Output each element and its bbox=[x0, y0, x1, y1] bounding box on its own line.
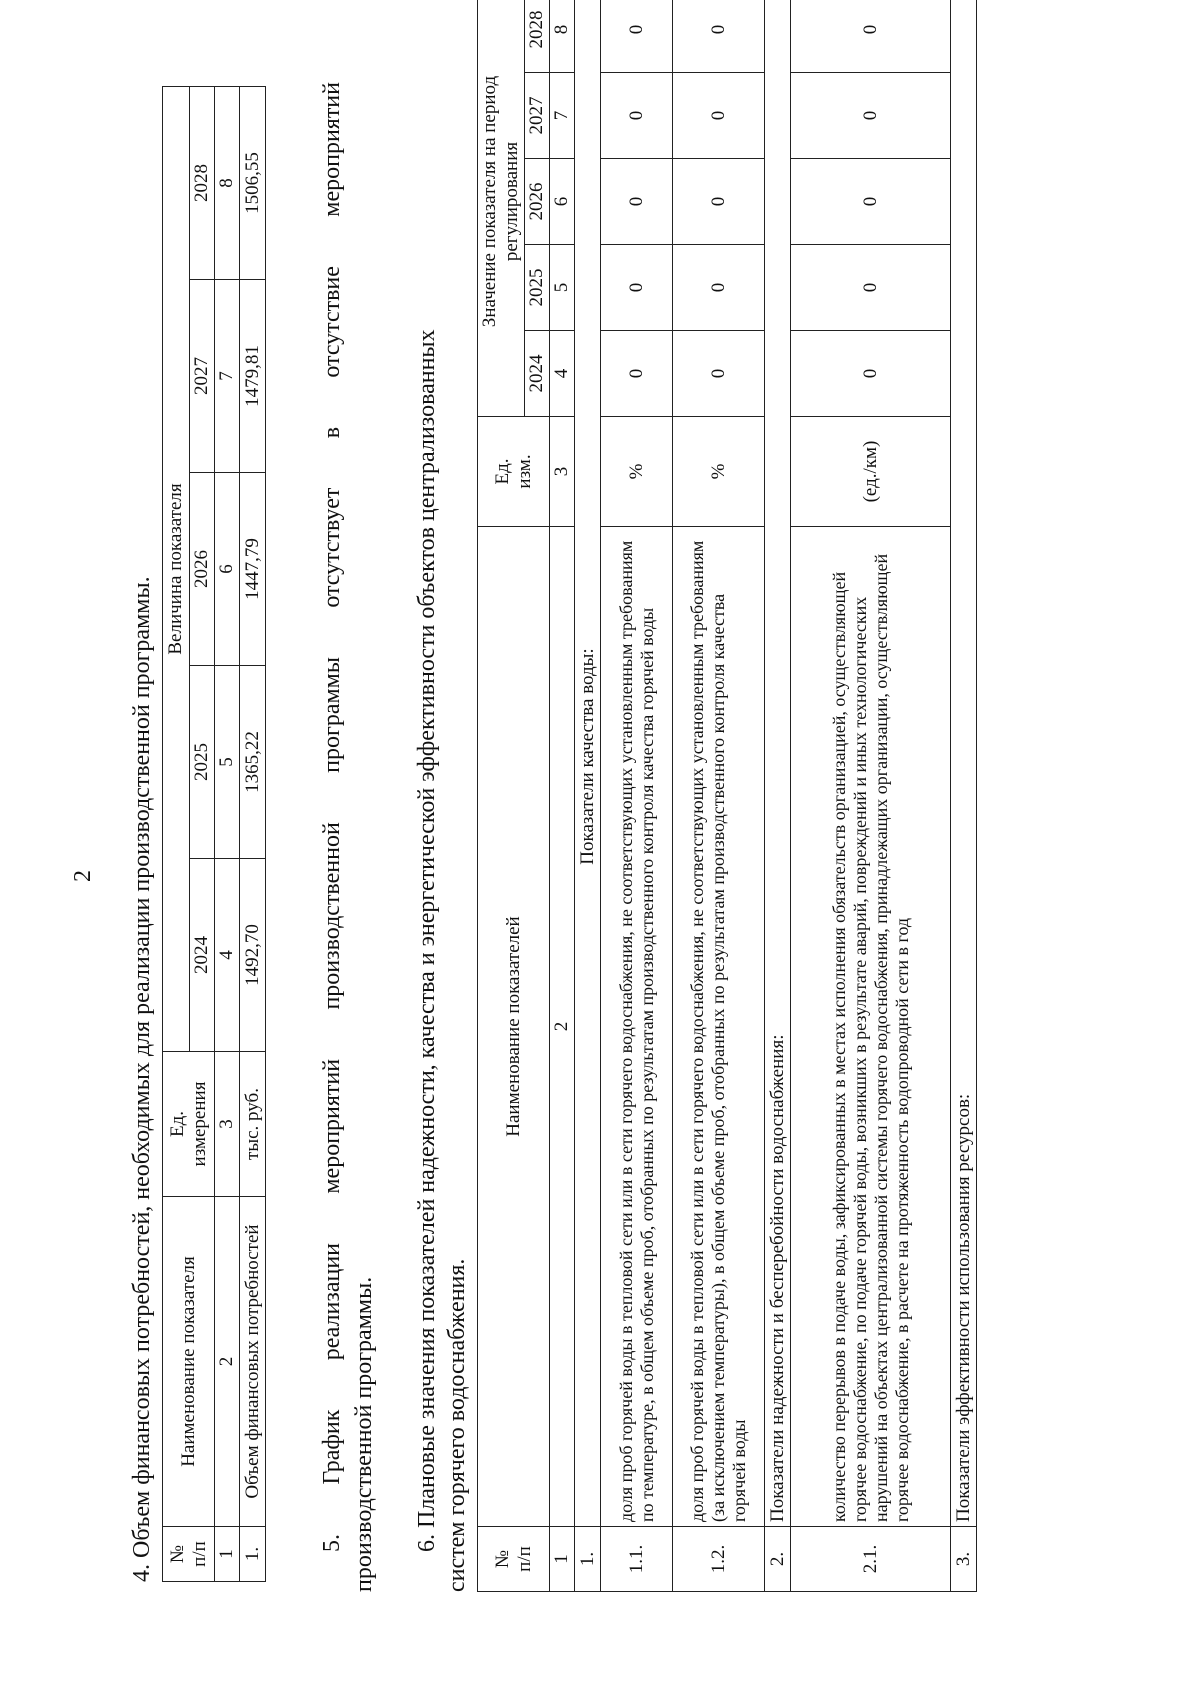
row-value: 0 bbox=[601, 159, 673, 245]
row-value: 1479,81 bbox=[240, 280, 266, 473]
column-index: 6 bbox=[215, 473, 240, 666]
row-value: 0 bbox=[601, 245, 673, 331]
row-name: доля проб горячей воды в тепловой сети или в сети горячего водоснабжения, не соответствующих установленным требованиям (за исключением температуры), в общем объеме проб, отобранных по результатам производственного контроля качества горячей воды bbox=[673, 527, 765, 1527]
header-values: Значение показателя на период регулирования bbox=[478, 0, 525, 417]
group-num: 3. bbox=[951, 1527, 977, 1592]
section6-line2: систем горячего водоснабжения. bbox=[444, 1258, 470, 1592]
row-value: 0 bbox=[791, 73, 951, 159]
header-name: Наименование показателей bbox=[478, 527, 550, 1527]
column-index: 5 bbox=[215, 666, 240, 859]
group-title: Показатели надежности и бесперебойности водоснабжения: bbox=[765, 0, 791, 1527]
group-title: Показатели эффективности использования ресурсов: bbox=[951, 0, 977, 1527]
row-value: 1365,22 bbox=[240, 666, 266, 859]
header-year: 2026 bbox=[525, 159, 550, 245]
column-index: 2 bbox=[550, 527, 575, 1527]
header-year: 2024 bbox=[190, 859, 215, 1052]
row-unit: тыс. руб. bbox=[240, 1052, 266, 1197]
financial-needs-table bbox=[162, 86, 266, 1582]
column-index: 8 bbox=[550, 0, 575, 73]
column-index: 3 bbox=[550, 417, 575, 527]
row-value: 1506,55 bbox=[240, 86, 266, 279]
row-unit: (ед./км) bbox=[791, 417, 951, 527]
header-values: Величина показателя bbox=[163, 86, 190, 1051]
header-year: 2026 bbox=[190, 473, 215, 666]
row-name: количество перерывов в подаче воды, зафиксированных в местах исполнения обязательств организацией, осуществляющей горячее водоснабжение, по подаче горячей воды, возникших в результате аварий, повреждений и иных технологических нарушений на объектах централизованной системы горячего водоснабжения, принадлежащих организации, осуществляющей горячее водоснабжение, в расчете на протяженность водопроводной сети в год bbox=[791, 527, 951, 1527]
section5-line1: 5. График реализации мероприятий производственной программы отсутствует в отсутствие мероприятий bbox=[319, 82, 345, 1552]
group-num: 1. bbox=[575, 1527, 601, 1592]
column-index: 2 bbox=[215, 1197, 240, 1527]
row-value: 0 bbox=[791, 245, 951, 331]
row-value: 0 bbox=[601, 73, 673, 159]
row-value: 0 bbox=[673, 331, 765, 417]
group-num: 2. bbox=[765, 1527, 791, 1592]
group-title: Показатели качества воды: bbox=[575, 0, 601, 1527]
indicators-table bbox=[477, 0, 977, 1592]
row-num: 1. bbox=[240, 1527, 266, 1582]
header-num: № п/п bbox=[163, 1527, 215, 1582]
row-num: 1.1. bbox=[601, 1527, 673, 1592]
header-year: 2025 bbox=[190, 666, 215, 859]
row-value: 1492,70 bbox=[240, 859, 266, 1052]
row-value: 0 bbox=[791, 0, 951, 73]
header-unit: Ед. измерения bbox=[163, 1052, 215, 1197]
row-value: 0 bbox=[791, 331, 951, 417]
column-index: 3 bbox=[215, 1052, 240, 1197]
header-year: 2028 bbox=[190, 86, 215, 279]
row-name: Объем финансовых потребностей bbox=[240, 1197, 266, 1527]
row-value: 0 bbox=[791, 159, 951, 245]
table-row bbox=[791, 0, 951, 1592]
row-name: доля проб горячей воды в тепловой сети или в сети горячего водоснабжения, не соответствующих установленным требованиям по температуре, в общем объеме проб, отобранных по результатам производственного контроля качества горячей воды bbox=[601, 527, 673, 1527]
column-index: 6 bbox=[550, 159, 575, 245]
header-unit: Ед. изм. bbox=[478, 417, 550, 527]
group-row bbox=[575, 0, 601, 1592]
column-index: 1 bbox=[550, 1527, 575, 1592]
header-num: № п/п bbox=[478, 1527, 550, 1592]
section4-title: 4. Объем финансовых потребностей, необходимых для реализации производственной программы. bbox=[129, 576, 155, 1582]
row-value: 0 bbox=[601, 331, 673, 417]
page-number: 2 bbox=[70, 870, 96, 882]
column-index: 4 bbox=[215, 859, 240, 1052]
column-index: 7 bbox=[215, 280, 240, 473]
column-index: 7 bbox=[550, 73, 575, 159]
header-year: 2024 bbox=[525, 331, 550, 417]
row-value: 0 bbox=[673, 245, 765, 331]
group-row bbox=[951, 0, 977, 1592]
section6-line1: 6. Плановые значения показателей надежности, качества и энергетической эффективности объектов централизованных bbox=[414, 329, 440, 1552]
header-year: 2025 bbox=[525, 245, 550, 331]
header-year: 2028 bbox=[525, 0, 550, 73]
row-value: 0 bbox=[673, 0, 765, 73]
column-index: 8 bbox=[215, 86, 240, 279]
column-index: 4 bbox=[550, 331, 575, 417]
row-unit: % bbox=[673, 417, 765, 527]
table-row bbox=[601, 0, 673, 1592]
row-value: 0 bbox=[673, 159, 765, 245]
row-num: 1.2. bbox=[673, 1527, 765, 1592]
column-index: 1 bbox=[215, 1527, 240, 1582]
section5-line2: производственной программы. bbox=[351, 1276, 377, 1592]
header-year: 2027 bbox=[190, 280, 215, 473]
group-row bbox=[765, 0, 791, 1592]
row-num: 2.1. bbox=[791, 1527, 951, 1592]
row-value: 1447,79 bbox=[240, 473, 266, 666]
row-value: 0 bbox=[673, 73, 765, 159]
table-row bbox=[673, 0, 765, 1592]
table-row bbox=[240, 86, 266, 1581]
row-unit: % bbox=[601, 417, 673, 527]
header-name: Наименование показателя bbox=[163, 1197, 215, 1527]
column-index: 5 bbox=[550, 245, 575, 331]
row-value: 0 bbox=[601, 0, 673, 73]
header-year: 2027 bbox=[525, 73, 550, 159]
